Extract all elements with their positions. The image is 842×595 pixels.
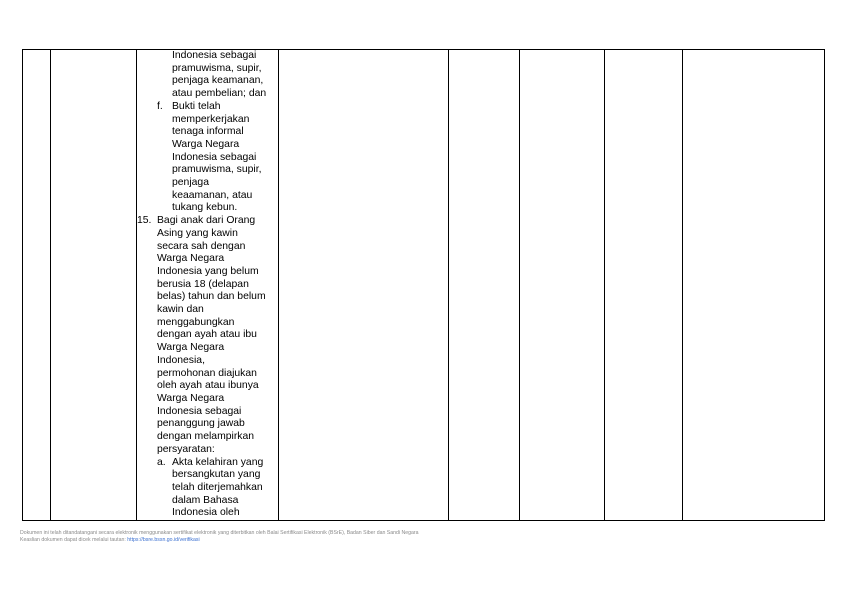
text-line: telah diterjemahkan: [172, 481, 263, 493]
text-line: Indonesia yang belum: [157, 265, 259, 277]
list-marker: f.: [157, 100, 163, 112]
table-cell-col8: [683, 50, 825, 521]
table-cell-col5: [449, 50, 520, 521]
text-line: kawin dan: [157, 304, 204, 316]
table-row: [23, 50, 825, 521]
footer-line-2: [20, 537, 419, 544]
list-item-f: [137, 101, 278, 215]
text-line: pramuwisma, supir,: [172, 62, 262, 74]
text-line: Warga Negara: [157, 342, 225, 354]
text-line: menggabungkan: [157, 316, 235, 328]
list-item-15: [137, 215, 278, 520]
text-line: dalam Bahasa: [172, 494, 239, 506]
text-line: Akta kelahiran yang: [172, 456, 264, 468]
text-line: penjaga keamanan,: [172, 75, 264, 87]
text-line: secara sah dengan: [157, 240, 246, 252]
text-line: memperkerjakan: [172, 113, 250, 125]
text-line: dengan ayah atau ibu: [157, 329, 257, 341]
text-line: Bukti telah: [172, 100, 221, 112]
verification-link[interactable]: https://bsre.bssn.go.id/verifikasi: [127, 536, 200, 543]
requirements-table: [22, 49, 825, 521]
table-cell-number: [23, 50, 51, 521]
text-line: Indonesia sebagai: [172, 151, 257, 163]
table-cell-col7: [605, 50, 683, 521]
text-line: permohonan diajukan: [157, 367, 257, 379]
list-item-a: [157, 457, 278, 521]
list-marker: 15.: [137, 215, 152, 227]
table-cell-requirements: [137, 50, 279, 521]
text-line: bersangkutan yang: [172, 469, 261, 481]
text-line: penjaga: [172, 177, 209, 189]
text-line: oleh ayah atau ibunya: [157, 380, 259, 392]
table-cell-service: [51, 50, 137, 521]
text-line: tenaga informal: [172, 126, 244, 138]
text-line: tukang kebun.: [172, 202, 238, 214]
text-line: pramuwisma, supir,: [172, 164, 262, 176]
text-line: Bagi anak dari Orang: [157, 215, 256, 227]
footer-line-1: Dokumen ini telah ditandatangani secara elektronik menggunakan sertifikat elektronik yang diterbitkan oleh Balai Sertifikasi Elektronik (BSrE), Badan Siber dan Sandi Negara: [20, 530, 419, 536]
e-signature-footer: [20, 530, 419, 543]
continued-item-text: [137, 50, 278, 101]
text-line: dengan melampirkan: [157, 431, 255, 443]
text-line: penanggung jawab: [157, 418, 245, 430]
text-line: Warga Negara: [157, 392, 225, 404]
table-cell-col6: [520, 50, 605, 521]
text-line: berusia 18 (delapan: [157, 278, 249, 290]
table-cell-col4: [279, 50, 449, 521]
text-line: Indonesia,: [157, 354, 205, 366]
text-line: Warga Negara: [172, 138, 240, 150]
text-line: Asing yang kawin: [157, 227, 238, 239]
text-line: Indonesia sebagai: [172, 50, 257, 61]
text-line: Warga Negara: [157, 253, 225, 265]
list-marker: a.: [157, 456, 166, 468]
text-line: persyaratan:: [157, 443, 215, 455]
footer-line-2-text: Keaslian dokumen dapat dicek melalui tautan:: [20, 536, 128, 543]
text-line: belas) tahun dan belum: [157, 291, 266, 303]
text-line: atau pembelian; dan: [172, 88, 267, 100]
text-line: Indonesia sebagai: [157, 405, 242, 417]
text-line: keaamanan, atau: [172, 189, 253, 201]
text-line: Indonesia oleh: [172, 507, 240, 519]
